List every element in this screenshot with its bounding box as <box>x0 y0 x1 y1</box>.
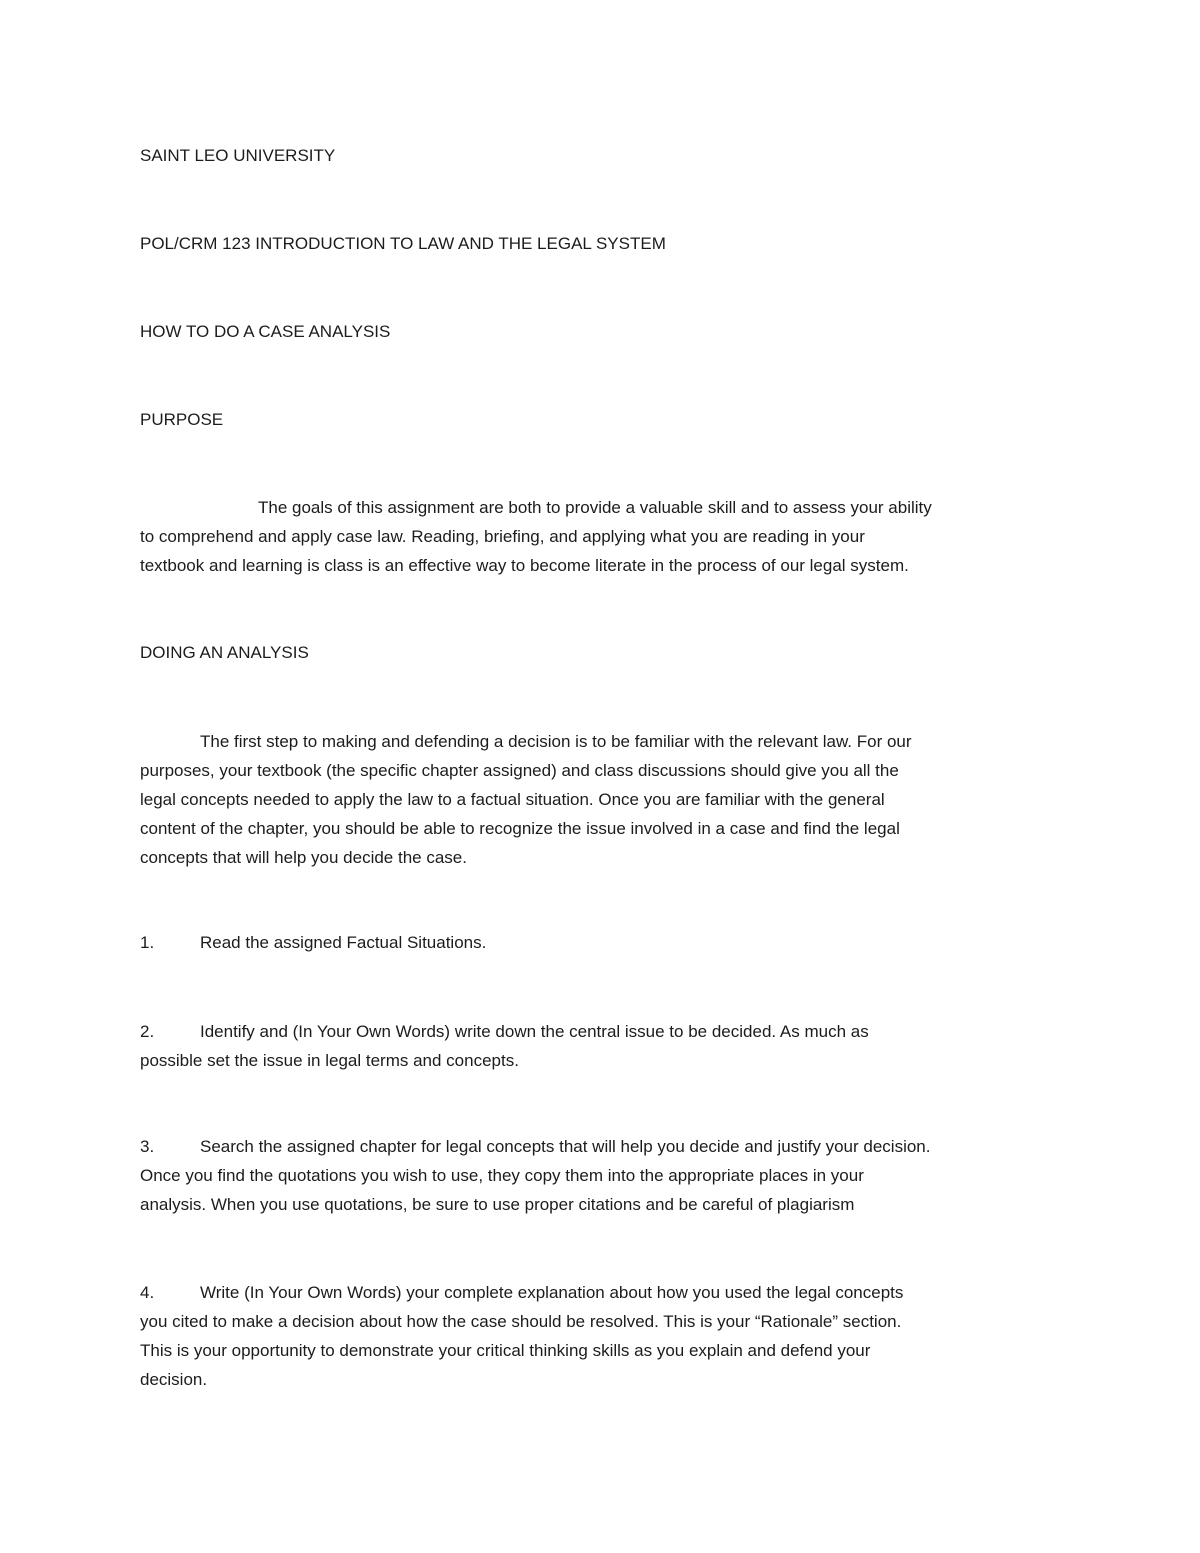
step-1 <box>140 928 1060 957</box>
step-text: Write (In Your Own Words) your complete explanation about how you used the legal concepts <box>200 1283 904 1302</box>
step-text: Search the assigned chapter for legal concepts that will help you decide and justify your decision. <box>200 1137 931 1156</box>
analysis-intro-line: legal concepts needed to apply the law to a factual situation. Once you are familiar with the general <box>140 790 885 809</box>
step-3 <box>140 1132 1060 1219</box>
purpose-line: to comprehend and apply case law. Reading, briefing, and applying what you are reading in your <box>140 527 865 546</box>
university-name: SAINT LEO UNIVERSITY <box>140 146 336 165</box>
course-title: POL/CRM 123 INTRODUCTION TO LAW AND THE LEGAL SYSTEM <box>140 234 666 253</box>
step-text: decision. <box>140 1370 208 1389</box>
step-text: This is your opportunity to demonstrate your critical thinking skills as you explain and defend your <box>140 1341 871 1360</box>
step-text: possible set the issue in legal terms and concepts. <box>140 1051 519 1070</box>
step-number: 3. <box>140 1137 155 1156</box>
step-text: Once you find the quotations you wish to use, they copy them into the appropriate places in your <box>140 1166 864 1185</box>
analysis-intro-line: content of the chapter, you should be able to recognize the issue involved in a case and find the legal <box>140 819 900 838</box>
step-2 <box>140 1017 1060 1075</box>
step-number: 4. <box>140 1283 155 1302</box>
step-line <box>140 1132 1060 1161</box>
step-number: 1. <box>140 933 155 952</box>
purpose-line: The goals of this assignment are both to provide a valuable skill and to assess your ability <box>258 498 932 517</box>
document-title: HOW TO DO A CASE ANALYSIS <box>140 322 391 341</box>
analysis-intro-line: concepts that will help you decide the case. <box>140 848 467 867</box>
analysis-intro-paragraph <box>140 727 1060 872</box>
purpose-heading: PURPOSE <box>140 410 224 429</box>
analysis-intro-line: The first step to making and defending a decision is to be familiar with the relevant law. For our <box>200 732 912 751</box>
step-line <box>140 1278 1060 1307</box>
step-number: 2. <box>140 1022 155 1041</box>
step-text: you cited to make a decision about how the case should be resolved. This is your “Rationale” section. <box>140 1312 902 1331</box>
analysis-intro-line: purposes, your textbook (the specific chapter assigned) and class discussions should give you all the <box>140 761 899 780</box>
purpose-paragraph <box>140 493 1060 580</box>
step-line <box>140 928 1060 957</box>
step-text: Identify and (In Your Own Words) write down the central issue to be decided. As much as <box>200 1022 869 1041</box>
step-line <box>140 1017 1060 1046</box>
step-text: Read the assigned Factual Situations. <box>200 933 487 952</box>
step-4 <box>140 1278 1060 1394</box>
purpose-line: textbook and learning is class is an effective way to become literate in the process of our legal system. <box>140 556 909 575</box>
step-text: analysis. When you use quotations, be sure to use proper citations and be careful of plagiarism <box>140 1195 855 1214</box>
analysis-heading: DOING AN ANALYSIS <box>140 643 309 662</box>
